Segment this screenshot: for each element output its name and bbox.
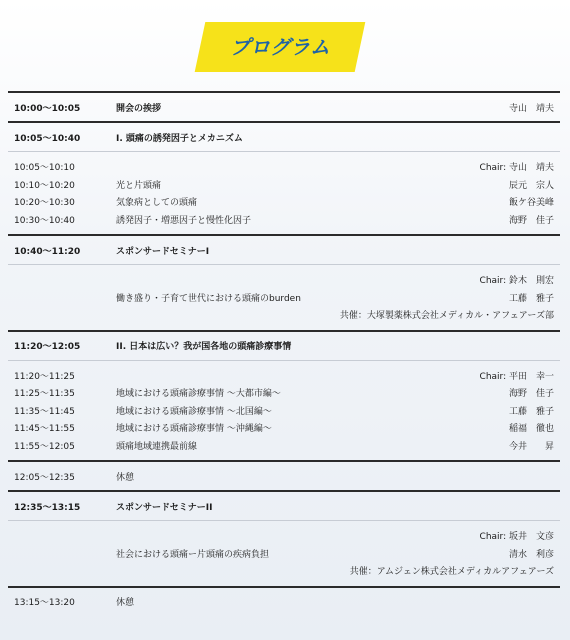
row-title: 光と片頭痛 — [116, 180, 162, 191]
section-title: 休憩 — [116, 598, 135, 608]
row-title: 地域における頭痛診療事情 〜北国編〜 — [116, 406, 272, 417]
row-title: 働き盛り・子育て世代における頭痛のburden — [116, 293, 301, 304]
section-time: 12:05〜12:35 — [14, 472, 75, 483]
section-title: スポンサードセミナーII — [116, 502, 213, 513]
row-time: 10:05〜10:10 — [14, 163, 75, 174]
section-header — [8, 93, 560, 121]
section-title: I. 頭痛の誘発因子とメカニズム — [116, 133, 243, 144]
program-row — [8, 402, 560, 420]
row-time: 10:20〜10:30 — [14, 198, 75, 209]
section-body — [8, 151, 560, 234]
section-title: スポンサードセミナーI — [116, 246, 210, 257]
row-title: 地域における頭痛診療事情 〜大都市編〜 — [116, 389, 281, 400]
row-speaker: 清水 利彦 — [508, 549, 554, 560]
program-row — [8, 527, 560, 545]
row-title: 頭痛地域連携最前線 — [116, 441, 198, 452]
section-time: 13:15〜13:20 — [14, 598, 75, 608]
section-time: 10:05〜10:40 — [14, 133, 81, 144]
program-row — [8, 271, 560, 289]
row-time: 11:55〜12:05 — [14, 441, 75, 452]
section-time: 10:00〜10:05 — [14, 103, 81, 114]
row-speaker: 海野 佳子 — [508, 215, 554, 226]
row-title: 社会における頭痛ー片頭痛の疾病負担 — [116, 549, 270, 560]
program-section — [8, 460, 560, 490]
row-speaker: Chair: 平田 幸一 — [479, 371, 554, 382]
row-speaker: Chair: 坂井 文彦 — [479, 532, 554, 543]
row-speaker: 海野 佳子 — [508, 389, 554, 400]
section-body — [8, 264, 560, 330]
row-time: 11:35〜11:45 — [14, 406, 75, 417]
section-time: 11:20〜12:05 — [14, 342, 81, 352]
row-speaker: 辰元 宗人 — [508, 180, 554, 191]
program-row — [8, 437, 560, 455]
section-header — [8, 123, 560, 151]
section-header — [8, 236, 560, 264]
program-section — [8, 91, 560, 121]
row-time: 11:25〜11:35 — [14, 389, 75, 400]
row-speaker: 稲福 徹也 — [508, 424, 554, 435]
row-speaker: Chair: 鈴木 則宏 — [479, 276, 554, 287]
row-title: 誘発因子・増悪因子と慢性化因子 — [116, 215, 252, 226]
program-section — [8, 330, 560, 461]
section-title: 開会の挨拶 — [116, 103, 162, 114]
program-row — [8, 289, 560, 307]
row-title: 気象病としての頭痛 — [116, 198, 198, 209]
section-time: 10:40〜11:20 — [14, 246, 81, 257]
row-time: 10:10〜10:20 — [14, 180, 75, 191]
program-row — [8, 367, 560, 385]
program-section — [8, 121, 560, 234]
program-section — [8, 586, 560, 616]
section-body — [8, 520, 560, 586]
program-row — [8, 158, 560, 176]
sponsor-note: 共催：大塚製薬株式会社メディカル・アフェアーズ部 — [339, 311, 554, 322]
row-time: 11:20〜11:25 — [14, 371, 75, 382]
row-speaker: 今井 昇 — [508, 441, 554, 452]
program-row — [8, 545, 560, 563]
program-row — [8, 384, 560, 402]
section-title: 休憩 — [116, 472, 135, 483]
section-header — [8, 492, 560, 520]
section-body — [8, 360, 560, 461]
program-table — [8, 91, 560, 616]
section-speaker: 寺山 靖夫 — [508, 103, 554, 114]
section-header — [8, 462, 560, 490]
row-speaker: 飯ケ谷美峰 — [508, 198, 554, 209]
header-banner — [0, 0, 570, 80]
row-speaker: 工藤 雅子 — [508, 406, 554, 417]
program-section — [8, 234, 560, 330]
program-row — [8, 176, 560, 194]
program-row — [8, 211, 560, 229]
section-title: II. 日本は広い？我が国各地の頭痛診療事情 — [116, 342, 292, 352]
row-title: 地域における頭痛診療事情 〜沖縄編〜 — [116, 424, 272, 435]
row-speaker: 工藤 雅子 — [508, 293, 554, 304]
program-row — [8, 193, 560, 211]
section-time: 12:35〜13:15 — [14, 502, 81, 513]
row-time: 10:30〜10:40 — [14, 215, 75, 226]
section-header — [8, 588, 560, 616]
sponsor-note: 共催：アムジェン株式会社メディカルアフェアーズ — [349, 567, 554, 578]
row-time: 11:45〜11:55 — [14, 424, 75, 435]
section-header — [8, 332, 560, 360]
program-section — [8, 490, 560, 586]
program-row — [8, 419, 560, 437]
page-title: プログラム — [230, 35, 330, 59]
row-speaker: Chair: 寺山 靖夫 — [479, 163, 554, 174]
